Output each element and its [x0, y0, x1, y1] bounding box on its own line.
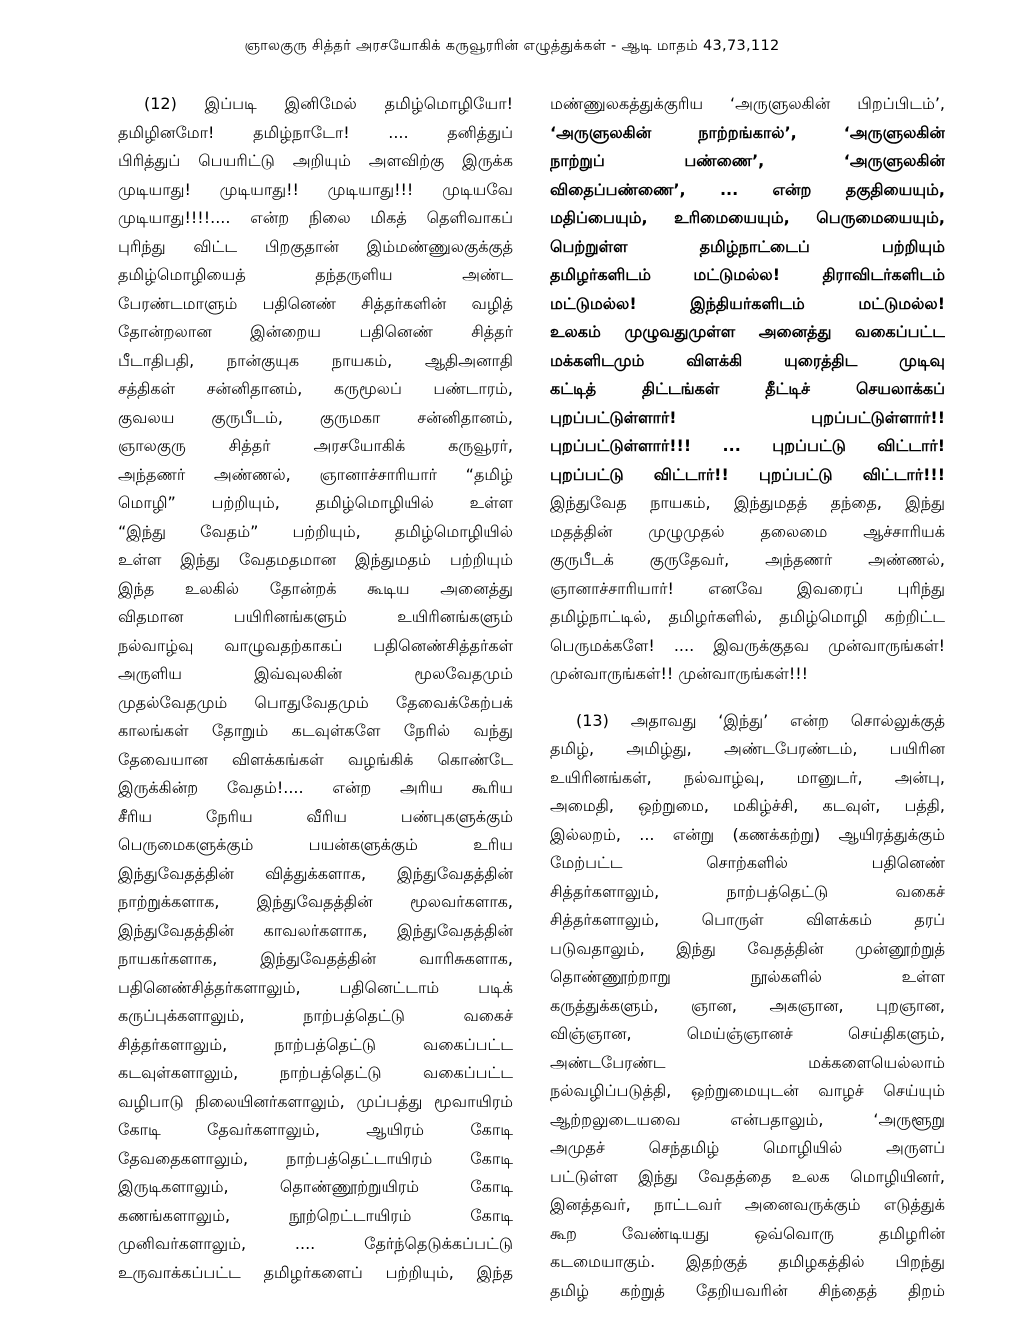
- right-column: [550, 90, 945, 1305]
- text-line: உலகம் முழுவதுமுள்ள அனைத்து வகைப்பட்ட: [550, 322, 945, 341]
- text-line: உள்ள இந்து வேதமதமான இந்துமதம் பற்றியும்: [118, 550, 513, 569]
- text-line: பீடாதிபதி, நான்குயுக நாயகம், ஆதிஅனாதி: [118, 350, 513, 370]
- text-line: முன்வாருங்கள்!! முன்வாருங்கள்!!!: [550, 664, 809, 683]
- text-line: புறப்பட்டுள்ளார்!!! ... புறப்பட்டு விட்டார்!: [550, 436, 945, 455]
- text-line: அண்டபேரண்ட மக்களையெல்லாம்: [550, 1052, 945, 1072]
- text-line: இந்துவேதத்தின் காவலர்களாக, இந்துவேதத்தின்: [118, 920, 513, 940]
- text-line: பதினெண்சித்தர்களாலும், பதினெட்டாம் படிக்: [118, 977, 513, 997]
- text-line: கணங்களாலும், நூற்றெட்டாயிரம் கோடி: [118, 1205, 513, 1225]
- text-line: மக்களிடமும் விளக்கி யுரைத்திட முடிவு: [550, 350, 945, 370]
- text-line: பேரண்டமாளும் பதினெண் சித்தர்களின் வழித்: [118, 293, 513, 313]
- text-line: உயிரினங்கள், நல்வாழ்வு, மானுடர், அன்பு,: [550, 767, 945, 787]
- text-line: சித்தர்களாலும், பொருள் விளக்கம் தரப்: [550, 910, 945, 929]
- text-line: மண்ணுலகத்துக்குரிய ‘அருளுலகின் பிறப்பிடம்’,: [550, 94, 945, 113]
- text-line: இனத்தவர், நாட்டவர் அனைவருக்கும் எடுத்துக்: [550, 1195, 945, 1214]
- text-line: (13) அதாவது ‘இந்து’ என்ற சொல்லுக்குத்: [576, 710, 945, 730]
- paragraph-gap: [550, 689, 945, 707]
- text-line: இந்துவேதத்தின் வித்துக்களாக, இந்துவேதத்தின்: [118, 863, 513, 883]
- text-line: விதமான பயிரினங்களும் உயிரினங்களும்: [118, 607, 513, 626]
- text-line: பட்டுள்ள இந்து வேதத்தை உலக மொழியினர்,: [550, 1166, 945, 1186]
- text-line: (12) இப்படி இனிமேல் தமிழ்மொழியோ!: [144, 94, 513, 113]
- text-line: சத்திகள் சன்னிதானம், கருமூலப் பண்டாரம்,: [118, 379, 513, 398]
- text-line: படுவதாலும், இந்து வேதத்தின் முன்னூற்றுத்: [550, 938, 945, 958]
- text-line: தமிழினமோ! தமிழ்நாடோ! .... தனித்துப்: [118, 122, 513, 142]
- text-line: முனிவர்களாலும், .... தேர்ந்தெடுக்கப்பட்டு: [118, 1234, 513, 1253]
- text-line: விதைப்பண்ணை’, ... என்ற தகுதியையும்,: [550, 179, 945, 199]
- text-line: தமிழ் கற்றுத் தேறியவரின் சிந்தைத் திறம்: [550, 1280, 945, 1300]
- text-line: இருக்கின்ற வேதம்!.... என்ற அரிய கூரிய: [118, 778, 513, 797]
- text-line: புறப்பட்டு விட்டார்!! புறப்பட்டு விட்டார்!!!: [550, 464, 945, 484]
- text-line: கட்டித் திட்டங்கள் தீட்டிச் செயலாக்கப்: [550, 379, 945, 398]
- text-line: பிரித்துப் பெயரிட்டு அறியும் அளவிற்கு இருக்க: [118, 151, 513, 170]
- left-column: [118, 90, 513, 1287]
- text-line: ஆற்றலுடையவை என்பதாலும், ‘அருளூறு: [550, 1109, 945, 1129]
- text-line: அந்தணர் அண்ணல், ஞானாச்சாரியார் “தமிழ்: [118, 464, 513, 484]
- text-line: கூற வேண்டியது ஒவ்வொரு தமிழரின்: [550, 1223, 945, 1243]
- text-line: அமைதி, ஒற்றுமை, மகிழ்ச்சி, கடவுள், பத்தி,: [550, 796, 945, 815]
- text-line: இல்லறம், ... என்று (கணக்கற்று) ஆயிரத்துக்கும்: [550, 824, 945, 844]
- text-line: கடவுள்களாலும், நாற்பத்தெட்டு வகைப்பட்ட: [118, 1063, 513, 1082]
- text-line: நல்வாழ்வு வாழுவதற்காகப் பதினெண்சித்தர்கள்: [118, 635, 513, 655]
- text-line: சித்தர்களாலும், நாற்பத்தெட்டு வகைப்பட்ட: [118, 1034, 513, 1054]
- text-line: “இந்து வேதம்” பற்றியும், தமிழ்மொழியில்: [118, 521, 513, 541]
- text-line: ஞாலகுரு சித்தர் அரசயோகிக் கருவூரர்,: [118, 436, 513, 455]
- text-line: கடமையாகும். இதற்குத் தமிழகத்தில் பிறந்து: [550, 1252, 945, 1271]
- text-line: குவலய குருபீடம், குருமகா சன்னிதானம்,: [118, 407, 513, 427]
- text-line: புறப்பட்டுள்ளார்! புறப்பட்டுள்ளார்!!: [550, 407, 945, 427]
- text-line: சித்தர்களாலும், நாற்பத்தெட்டு வகைச்: [550, 881, 945, 901]
- text-line: தேவையான விளக்கங்கள் வழங்கிக் கொண்டே: [118, 749, 513, 769]
- text-line: பெருமைகளுக்கும் பயன்களுக்கும் உரிய: [118, 835, 513, 854]
- text-line: வழிபாடு நிலையினர்களாலும், முப்பத்து மூவாயிரம்: [118, 1091, 513, 1111]
- text-line: தமிழ், அமிழ்து, அண்டபேரண்டம், பயிரின: [550, 739, 945, 758]
- text-line: உருவாக்கப்பட்ட தமிழர்களைப் பற்றியும், இந்த: [118, 1262, 513, 1282]
- text-line: இந்துவேத நாயகம், இந்துமதத் தந்தை, இந்து: [550, 493, 945, 512]
- text-line: தமிழ்நாட்டில், தமிழர்களில், தமிழ்மொழி கற்றிட்ட: [550, 607, 945, 626]
- text-line: மதத்தின் முழுமுதல் தலைமை ஆச்சாரியக்: [550, 521, 945, 541]
- text-line: தொண்ணூற்றாறு நூல்களில் உள்ள: [550, 967, 945, 986]
- text-line: கருப்புக்களாலும், நாற்பத்தெட்டு வகைச்: [118, 1006, 513, 1025]
- text-line: தேவதைகளாலும், நாற்பத்தெட்டாயிரம் கோடி: [118, 1148, 513, 1168]
- text-line: கருத்துக்களும், ஞான, அகஞான, புறஞான,: [550, 995, 945, 1015]
- text-line: ஞானாச்சாரியார்! எனவே இவரைப் புரிந்து: [550, 578, 945, 598]
- text-line: மட்டுமல்ல! இந்தியர்களிடம் மட்டுமல்ல!: [550, 293, 945, 313]
- text-line: முடியாது! முடியாது!! முடியாது!!! முடியவே: [118, 179, 513, 199]
- text-line: ‘அருளுலகின் நாற்றங்கால்’, ‘அருளுலகின்: [550, 122, 945, 142]
- text-line: நல்வழிப்படுத்தி, ஒற்றுமையுடன் வாழச் செய்யும்: [550, 1081, 945, 1100]
- text-line: இருடிகளாலும், தொண்ணூற்றுயிரம் கோடி: [118, 1177, 513, 1196]
- text-line: பெற்றுள்ள தமிழ்நாட்டைப் பற்றியும்: [550, 236, 945, 256]
- text-line: இந்த உலகில் தோன்றக் கூடிய அனைத்து: [118, 578, 513, 598]
- text-line: பெருமக்களே! .... இவருக்குதவ முன்வாருங்கள்!: [550, 635, 945, 655]
- text-line: நாற்றுப் பண்ணை’, ‘அருளுலகின்: [550, 151, 945, 170]
- text-line: தோன்றலான இன்றைய பதினெண் சித்தர்: [118, 322, 513, 341]
- text-line: முடியாது!!!!.... என்ற நிலை மிகத் தெளிவாகப்: [118, 208, 513, 227]
- text-line: மொழி” பற்றியும், தமிழ்மொழியில் உள்ள: [118, 493, 513, 512]
- text-line: நாற்றுக்களாக, இந்துவேதத்தின் மூலவர்களாக,: [118, 892, 513, 911]
- text-line: அருளிய இவ்வுலகின் மூலவேதமும்: [118, 664, 513, 683]
- text-line: சீரிய நேரிய வீரிய பண்புகளுக்கும்: [118, 806, 513, 826]
- text-line: நாயகர்களாக, இந்துவேதத்தின் வாரிசுகளாக,: [118, 949, 513, 968]
- text-line: முதல்வேதமும் பொதுவேதமும் தேவைக்கேற்பக்: [118, 692, 513, 712]
- text-line: அமுதச் செந்தமிழ் மொழியில் அருளப்: [550, 1138, 945, 1157]
- text-line: காலங்கள் தோறும் கடவுள்களே நேரில் வந்து: [118, 721, 513, 740]
- page-header: ஞாலகுரு சித்தர் அரசயோகிக் கருவூரரின் எழுத்துக்கள் - ஆடி மாதம் 43,73,112: [244, 38, 780, 54]
- text-line: மதிப்பையும், உரிமையையும், பெருமையையும்,: [550, 208, 945, 227]
- text-line: கோடி தேவர்களாலும், ஆயிரம் கோடி: [118, 1120, 513, 1139]
- text-line: புரிந்து விட்ட பிறகுதான் இம்மண்ணுலகுக்குத்: [118, 236, 513, 256]
- text-line: தமிழர்களிடம் மட்டுமல்ல! திராவிடர்களிடம்: [550, 265, 945, 284]
- text-line: மேற்பட்ட சொற்களில் பதினெண்: [550, 853, 945, 872]
- text-line: தமிழ்மொழியைத் தந்தருளிய அண்ட: [118, 265, 513, 284]
- text-line: குருபீடக் குருதேவர், அந்தணர் அண்ணல்,: [550, 550, 945, 569]
- text-line: விஞ்ஞான, மெய்ஞ்ஞானச் செய்திகளும்,: [550, 1024, 945, 1043]
